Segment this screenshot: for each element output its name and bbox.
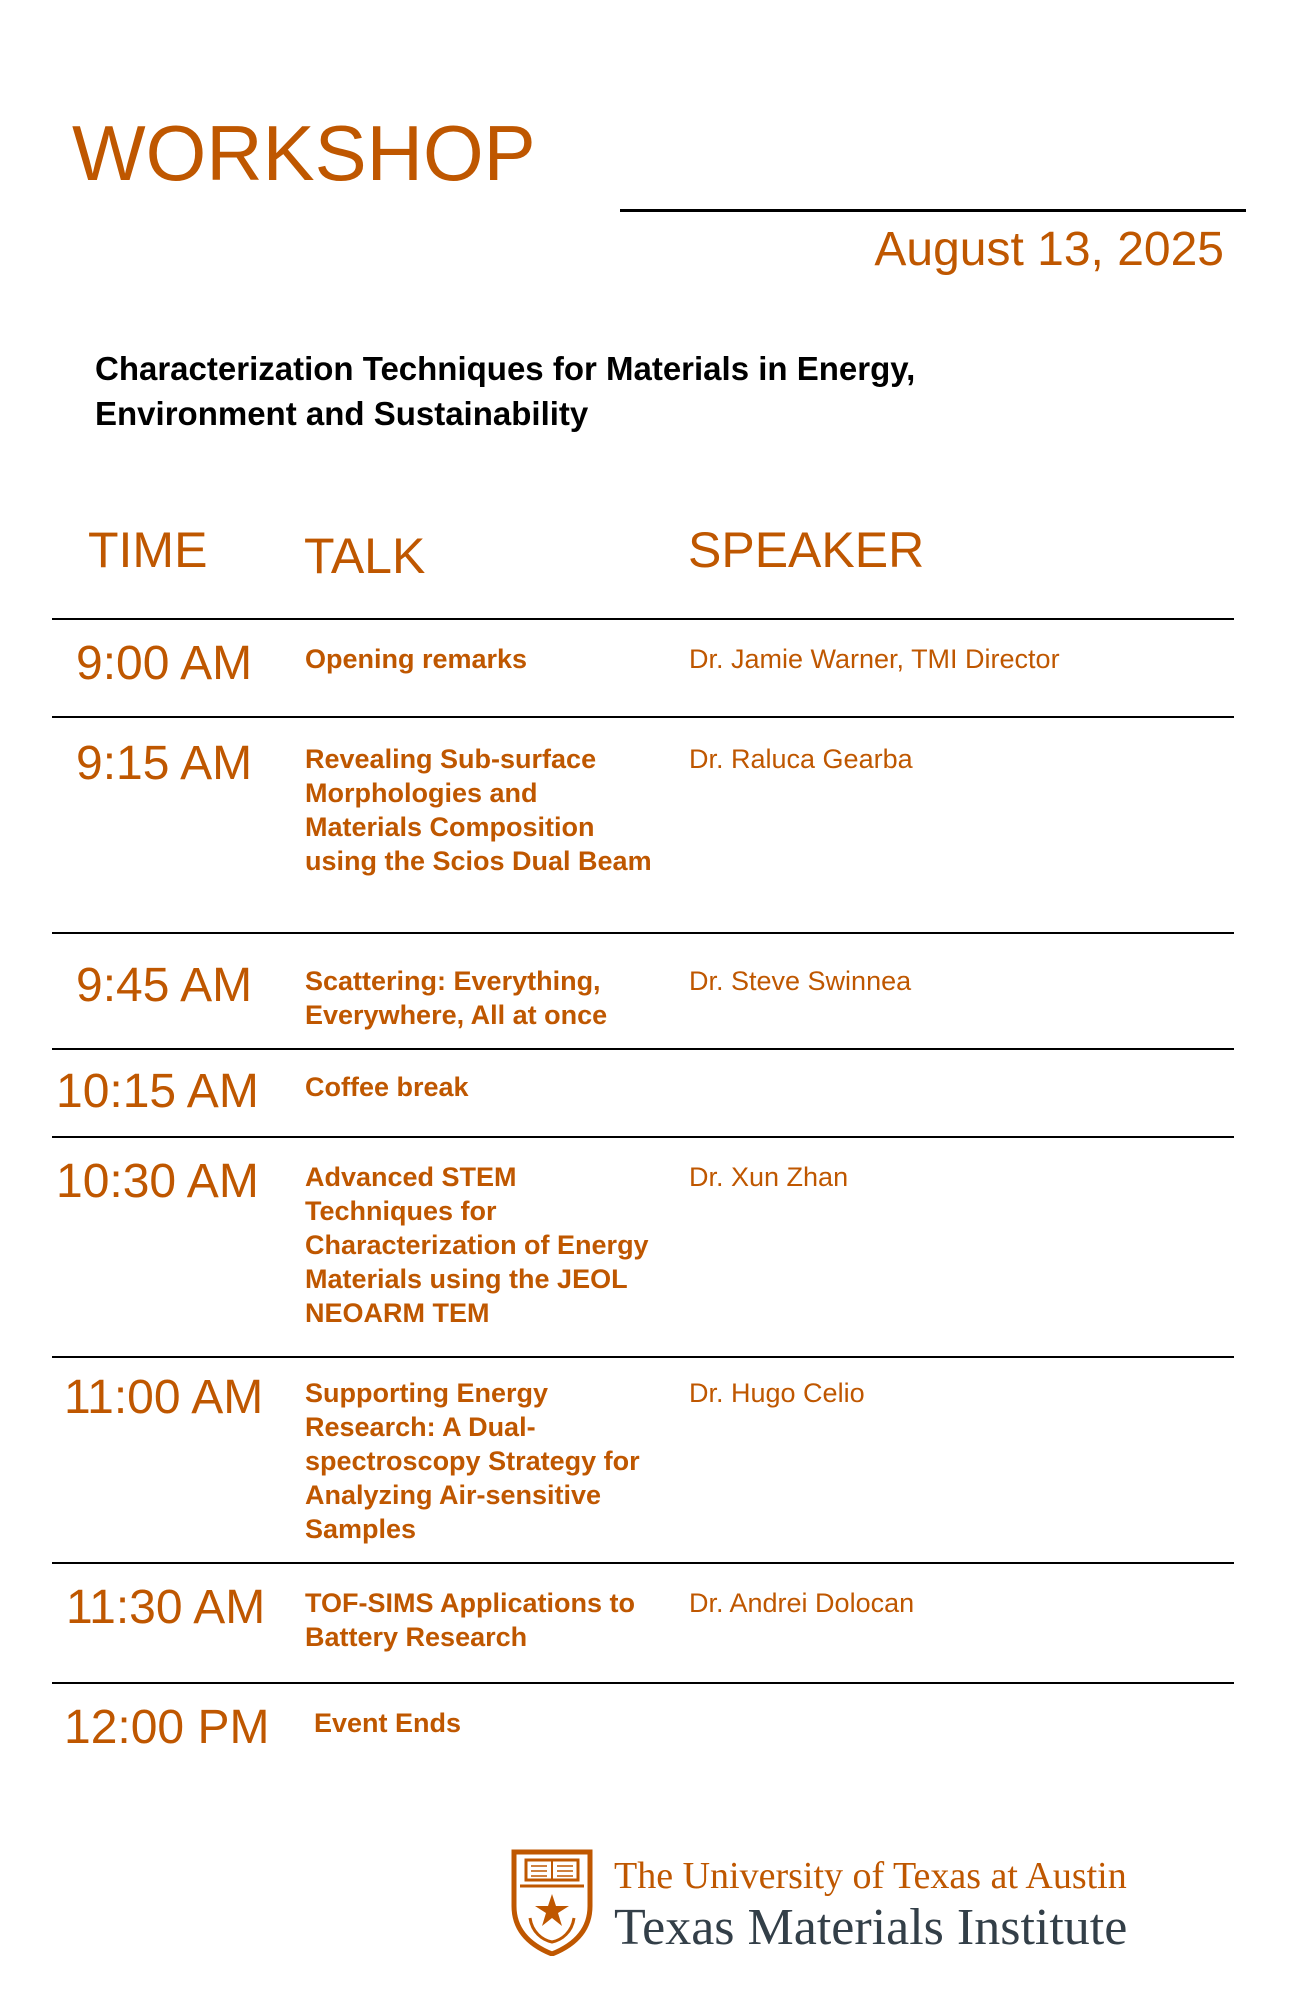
column-header-time: TIME	[88, 522, 208, 578]
ut-shield-icon	[510, 1848, 594, 1956]
subtitle-line-2: Environment and Sustainability	[95, 395, 589, 432]
table-divider	[52, 1682, 1234, 1684]
table-divider	[52, 1136, 1234, 1138]
row-talk: Event Ends	[314, 1708, 462, 1738]
row-time: 9:00 AM	[76, 637, 253, 690]
table-divider	[52, 716, 1234, 718]
workshop-subtitle	[95, 346, 1095, 436]
row-time: 10:30 AM	[56, 1155, 259, 1208]
row-talk: Revealing Sub-surface Morphologies and Materials Composition using the Scios Dual Beam	[305, 744, 652, 876]
row-time: 9:45 AM	[76, 959, 253, 1012]
title-divider	[620, 209, 1246, 212]
institute-logo	[510, 1848, 1240, 1960]
row-speaker: Dr. Jamie Warner, TMI Director	[689, 644, 1060, 674]
row-speaker: Dr. Steve Swinnea	[689, 966, 912, 996]
page-title: WORKSHOP	[72, 109, 536, 197]
row-talk: Coffee break	[305, 1072, 469, 1102]
event-date: August 13, 2025	[874, 223, 1224, 276]
row-talk: Supporting Energy Research: A Dual-spectroscopy Strategy for Analyzing Air-sensitive Samples	[305, 1378, 640, 1544]
table-divider	[52, 1356, 1234, 1358]
row-time: 12:00 PM	[64, 1701, 270, 1754]
row-speaker: Dr. Raluca Gearba	[689, 744, 913, 774]
column-header-speaker: SPEAKER	[688, 522, 925, 578]
row-speaker: Dr. Andrei Dolocan	[689, 1588, 915, 1618]
row-speaker: Dr. Hugo Celio	[689, 1378, 865, 1408]
table-divider	[52, 618, 1234, 620]
row-talk: Advanced STEM Techniques for Characterization of Energy Materials using the JEOL NEOARM TEM	[305, 1162, 649, 1328]
table-divider	[52, 932, 1234, 934]
subtitle-line-1: Characterization Techniques for Materials in Energy,	[95, 350, 916, 387]
column-header-talk: TALK	[304, 528, 426, 584]
row-time: 11:30 AM	[66, 1581, 266, 1634]
university-name: The University of Texas at Austin	[614, 1855, 1127, 1897]
institute-name: Texas Materials Institute	[614, 1899, 1128, 1956]
row-time: 9:15 AM	[76, 737, 253, 790]
row-talk: TOF-SIMS Applications to Battery Research	[305, 1588, 635, 1652]
row-time: 11:00 AM	[64, 1371, 264, 1424]
row-talk: Scattering: Everything, Everywhere, All at once	[305, 966, 608, 1030]
row-talk: Opening remarks	[305, 644, 528, 674]
table-divider	[52, 1562, 1234, 1564]
row-time: 10:15 AM	[56, 1065, 259, 1118]
row-speaker: Dr. Xun Zhan	[689, 1162, 849, 1192]
table-divider	[52, 1048, 1234, 1050]
